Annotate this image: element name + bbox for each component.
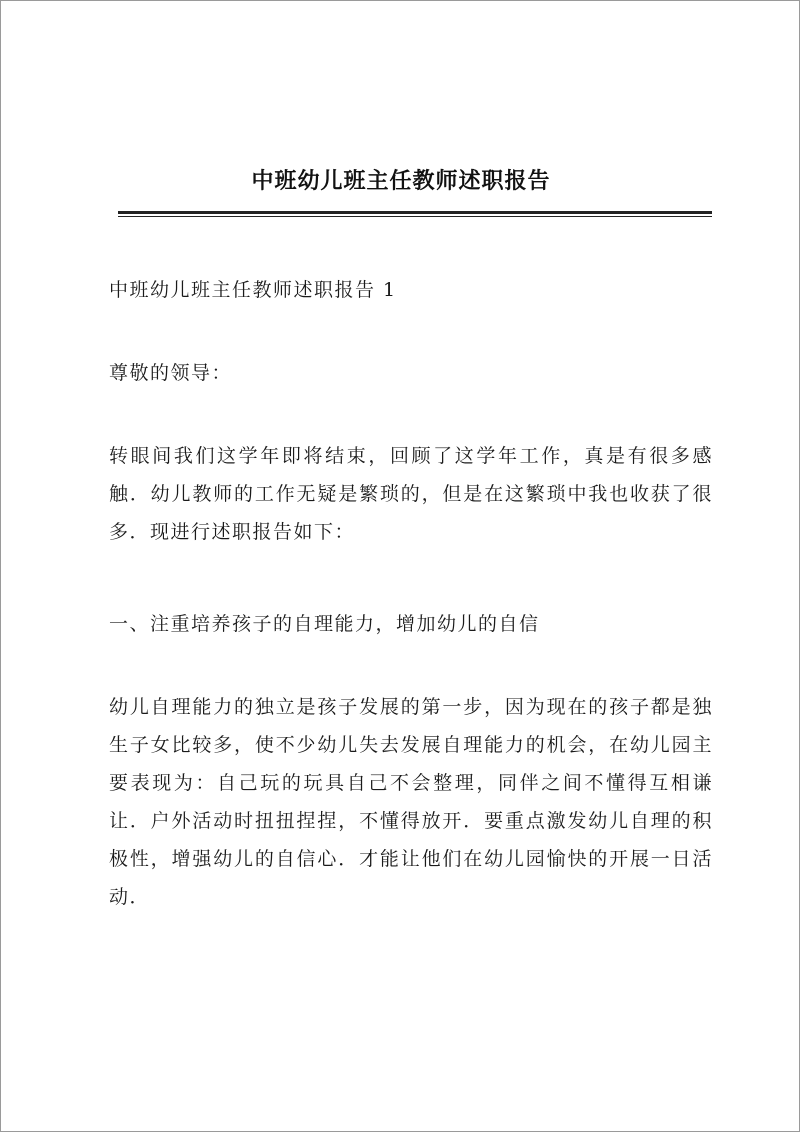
- salutation: 尊敬的领导：: [109, 362, 233, 384]
- paragraph-self-care: 幼儿自理能力的独立是孩子发展的第一步，因为现在的孩子都是独生子女比较多，使不少幼儿失去发展自理能力的机会，在幼儿园主要表现为：自己玩的玩具自己不会整理，同伴之间不懂得互相谦让．户外活动时扭扭捏捏，不懂得放开．要重点激发幼儿自理的积极性，增强幼儿的自信心．才能让他们在幼儿园愉快的开展一日活动．: [109, 696, 713, 908]
- report-subtitle: 中班幼儿班主任教师述职报告 1: [109, 279, 397, 301]
- title-rule-thick: [118, 211, 712, 214]
- paragraph-intro: 转眼间我们这学年即将结束，回顾了这学年工作，真是有很多感触．幼儿教师的工作无疑是繁琐的，但是在这繁琐中我也收获了很多．现进行述职报告如下：: [109, 445, 713, 543]
- section-heading-1: 一、注重培养孩子的自理能力，增加幼儿的自信: [109, 613, 540, 635]
- title-rule-thin: [118, 216, 712, 217]
- document-title: 中班幼儿班主任教师述职报告: [251, 168, 551, 194]
